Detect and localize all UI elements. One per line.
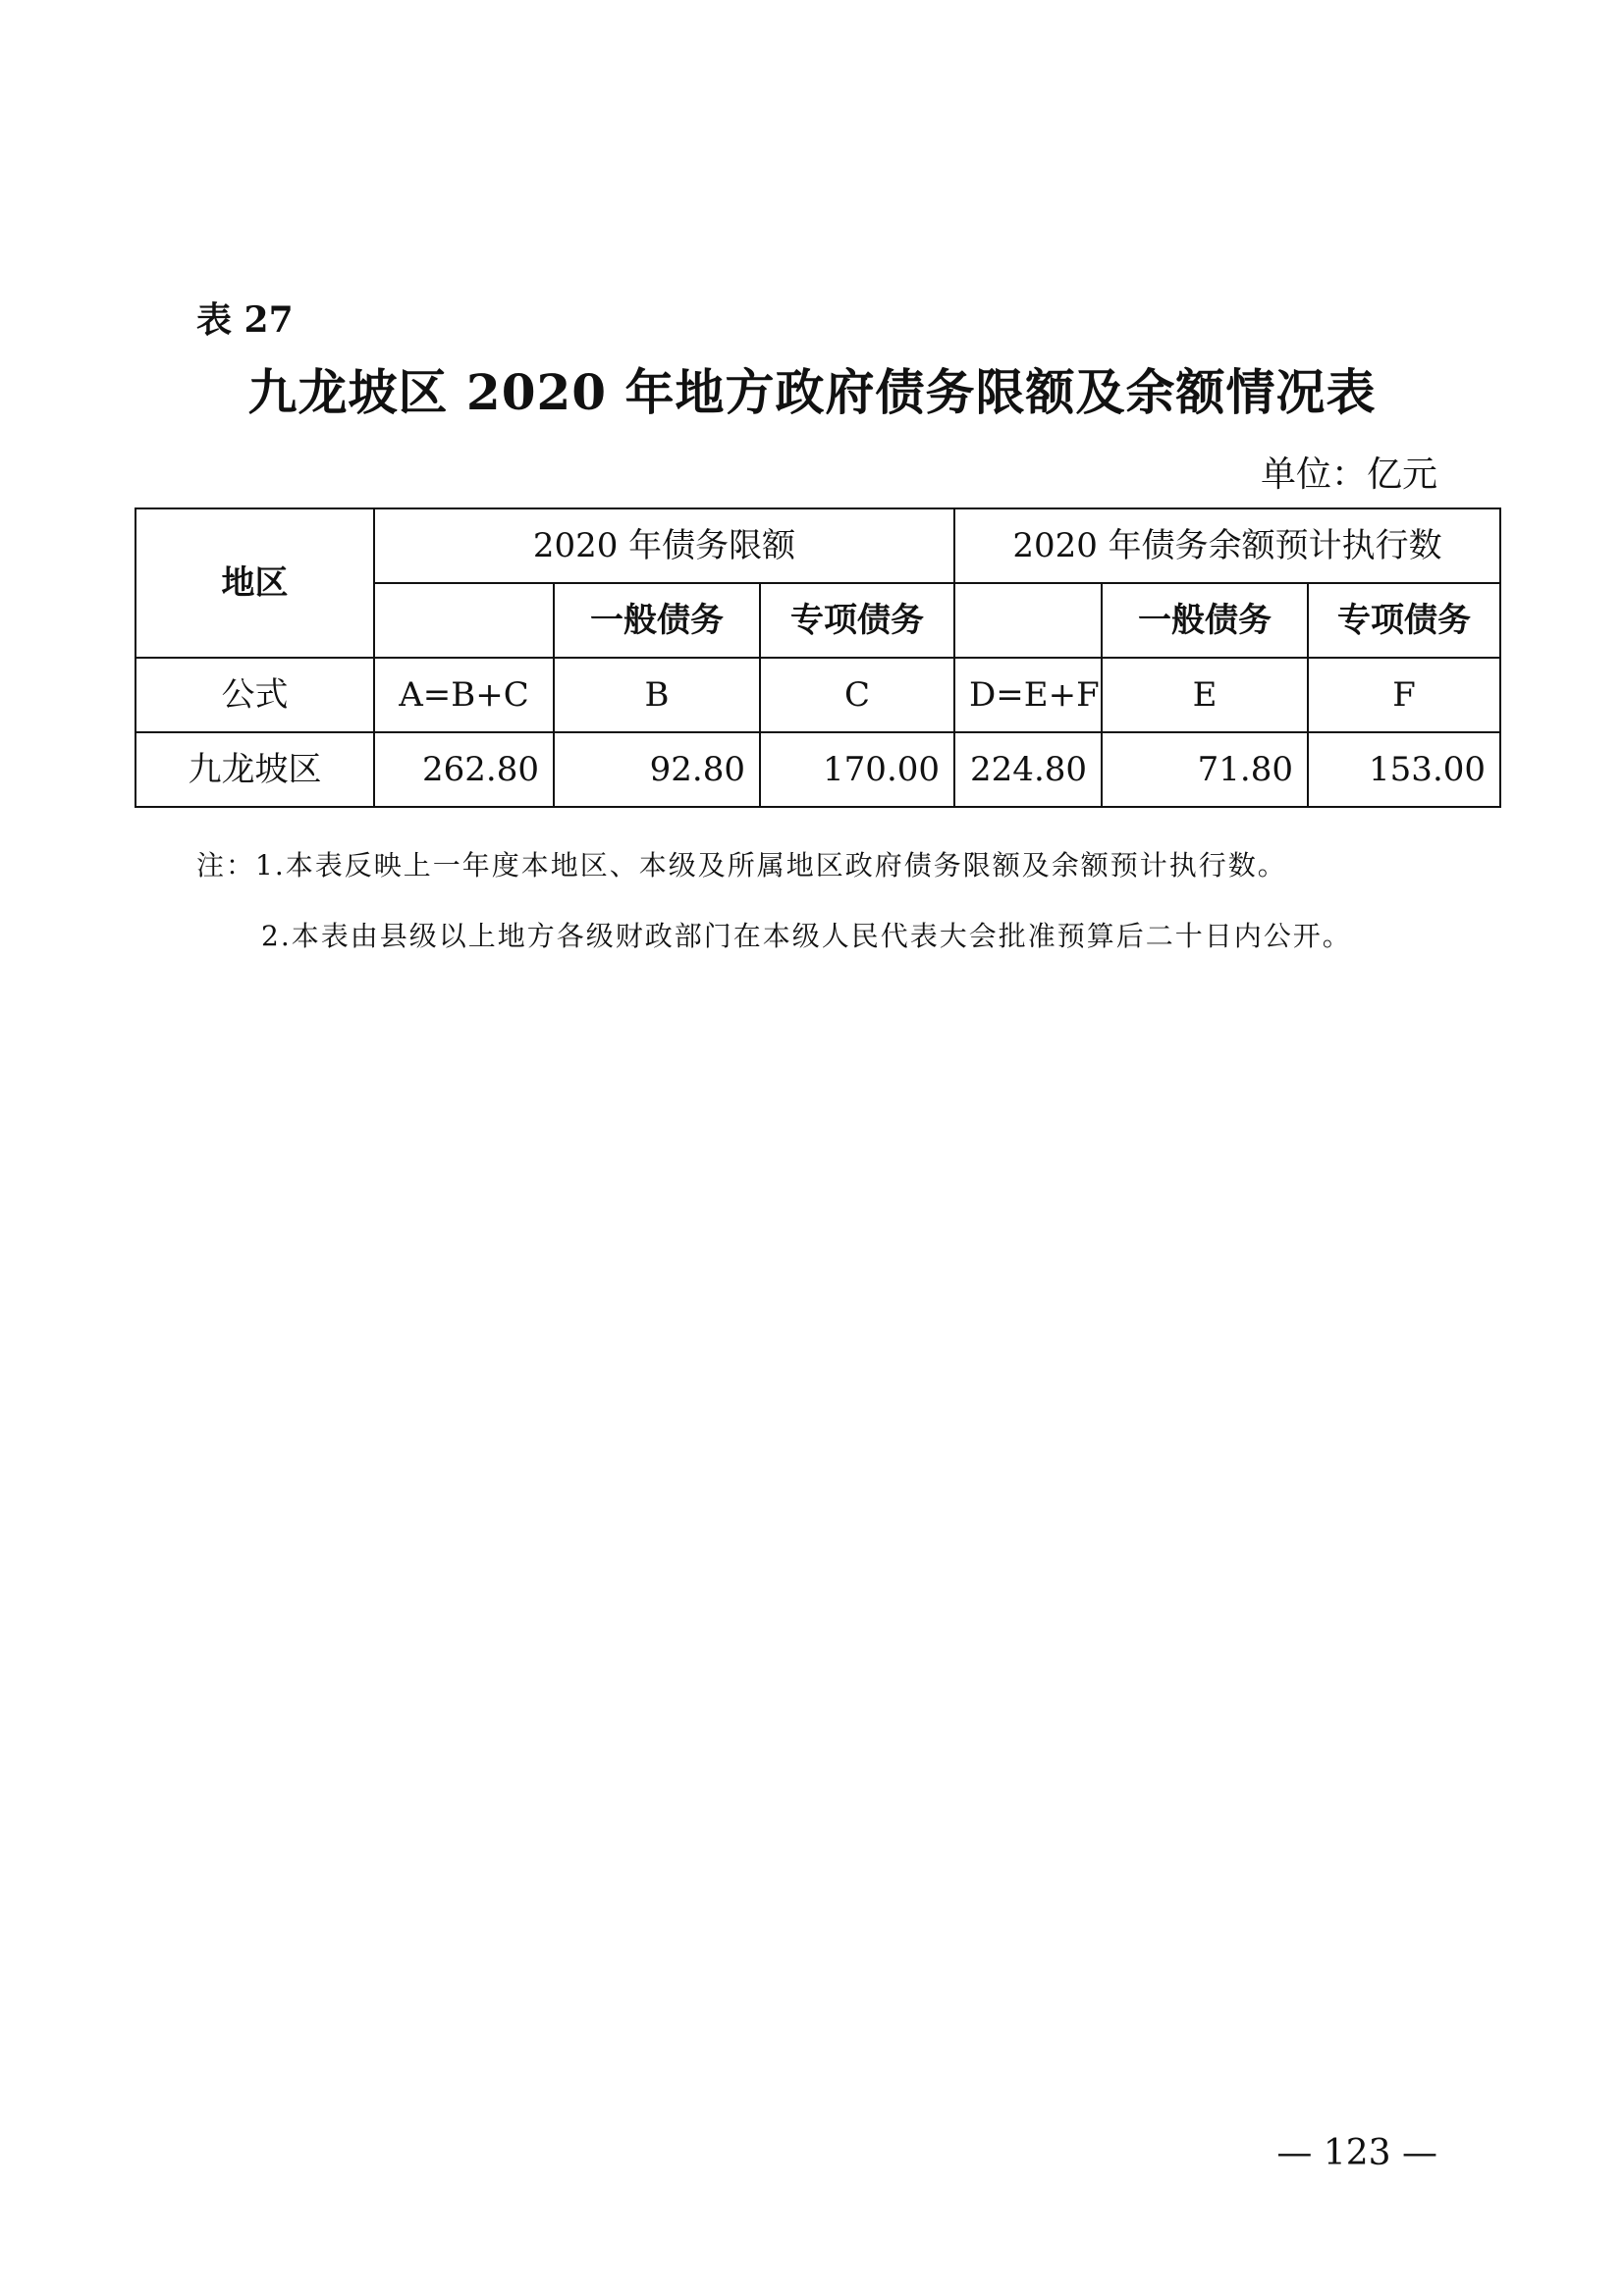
header-region: 地区 [135, 508, 374, 658]
page-number: — 123 — [1276, 2133, 1437, 2173]
data-balance-special: 153.00 [1308, 732, 1500, 807]
formula-row [135, 658, 1500, 732]
header-balance-total [954, 583, 1102, 658]
note-2: 2.本表由县级以上地方各级财政部门在本级人民代表大会批准预算后二十日内公开。 [261, 920, 1352, 952]
header-balance-special: 专项债务 [1308, 583, 1500, 658]
data-balance-general: 71.80 [1102, 732, 1308, 807]
header-limit-total [374, 583, 554, 658]
formula-balance-special: F [1308, 658, 1500, 732]
page-title: 九龙坡区 2020 年地方政府债务限额及余额情况表 [247, 363, 1377, 421]
unit-label: 单位：亿元 [1260, 454, 1437, 495]
formula-balance-general: E [1102, 658, 1308, 732]
note-1: 注：1.本表反映上一年度本地区、本级及所属地区政府债务限额及余额预计执行数。 [196, 849, 1287, 881]
debt-table [135, 507, 1501, 808]
data-limit-total: 262.80 [374, 732, 554, 807]
data-limit-special: 170.00 [760, 732, 954, 807]
header-row-1 [135, 508, 1500, 583]
data-region: 九龙坡区 [135, 732, 374, 807]
formula-limit-special: C [760, 658, 954, 732]
header-balance-group: 2020 年债务余额预计执行数 [954, 508, 1500, 583]
data-balance-total: 224.80 [954, 732, 1102, 807]
data-row [135, 732, 1500, 807]
formula-limit-total: A=B+C [374, 658, 554, 732]
formula-limit-general: B [554, 658, 760, 732]
header-limit-group: 2020 年债务限额 [374, 508, 954, 583]
formula-balance-total: D=E+F [954, 658, 1102, 732]
header-balance-general: 一般债务 [1102, 583, 1308, 658]
header-limit-special: 专项债务 [760, 583, 954, 658]
data-limit-general: 92.80 [554, 732, 760, 807]
header-limit-general: 一般债务 [554, 583, 760, 658]
formula-label: 公式 [135, 658, 374, 732]
table-label: 表 27 [196, 299, 294, 341]
